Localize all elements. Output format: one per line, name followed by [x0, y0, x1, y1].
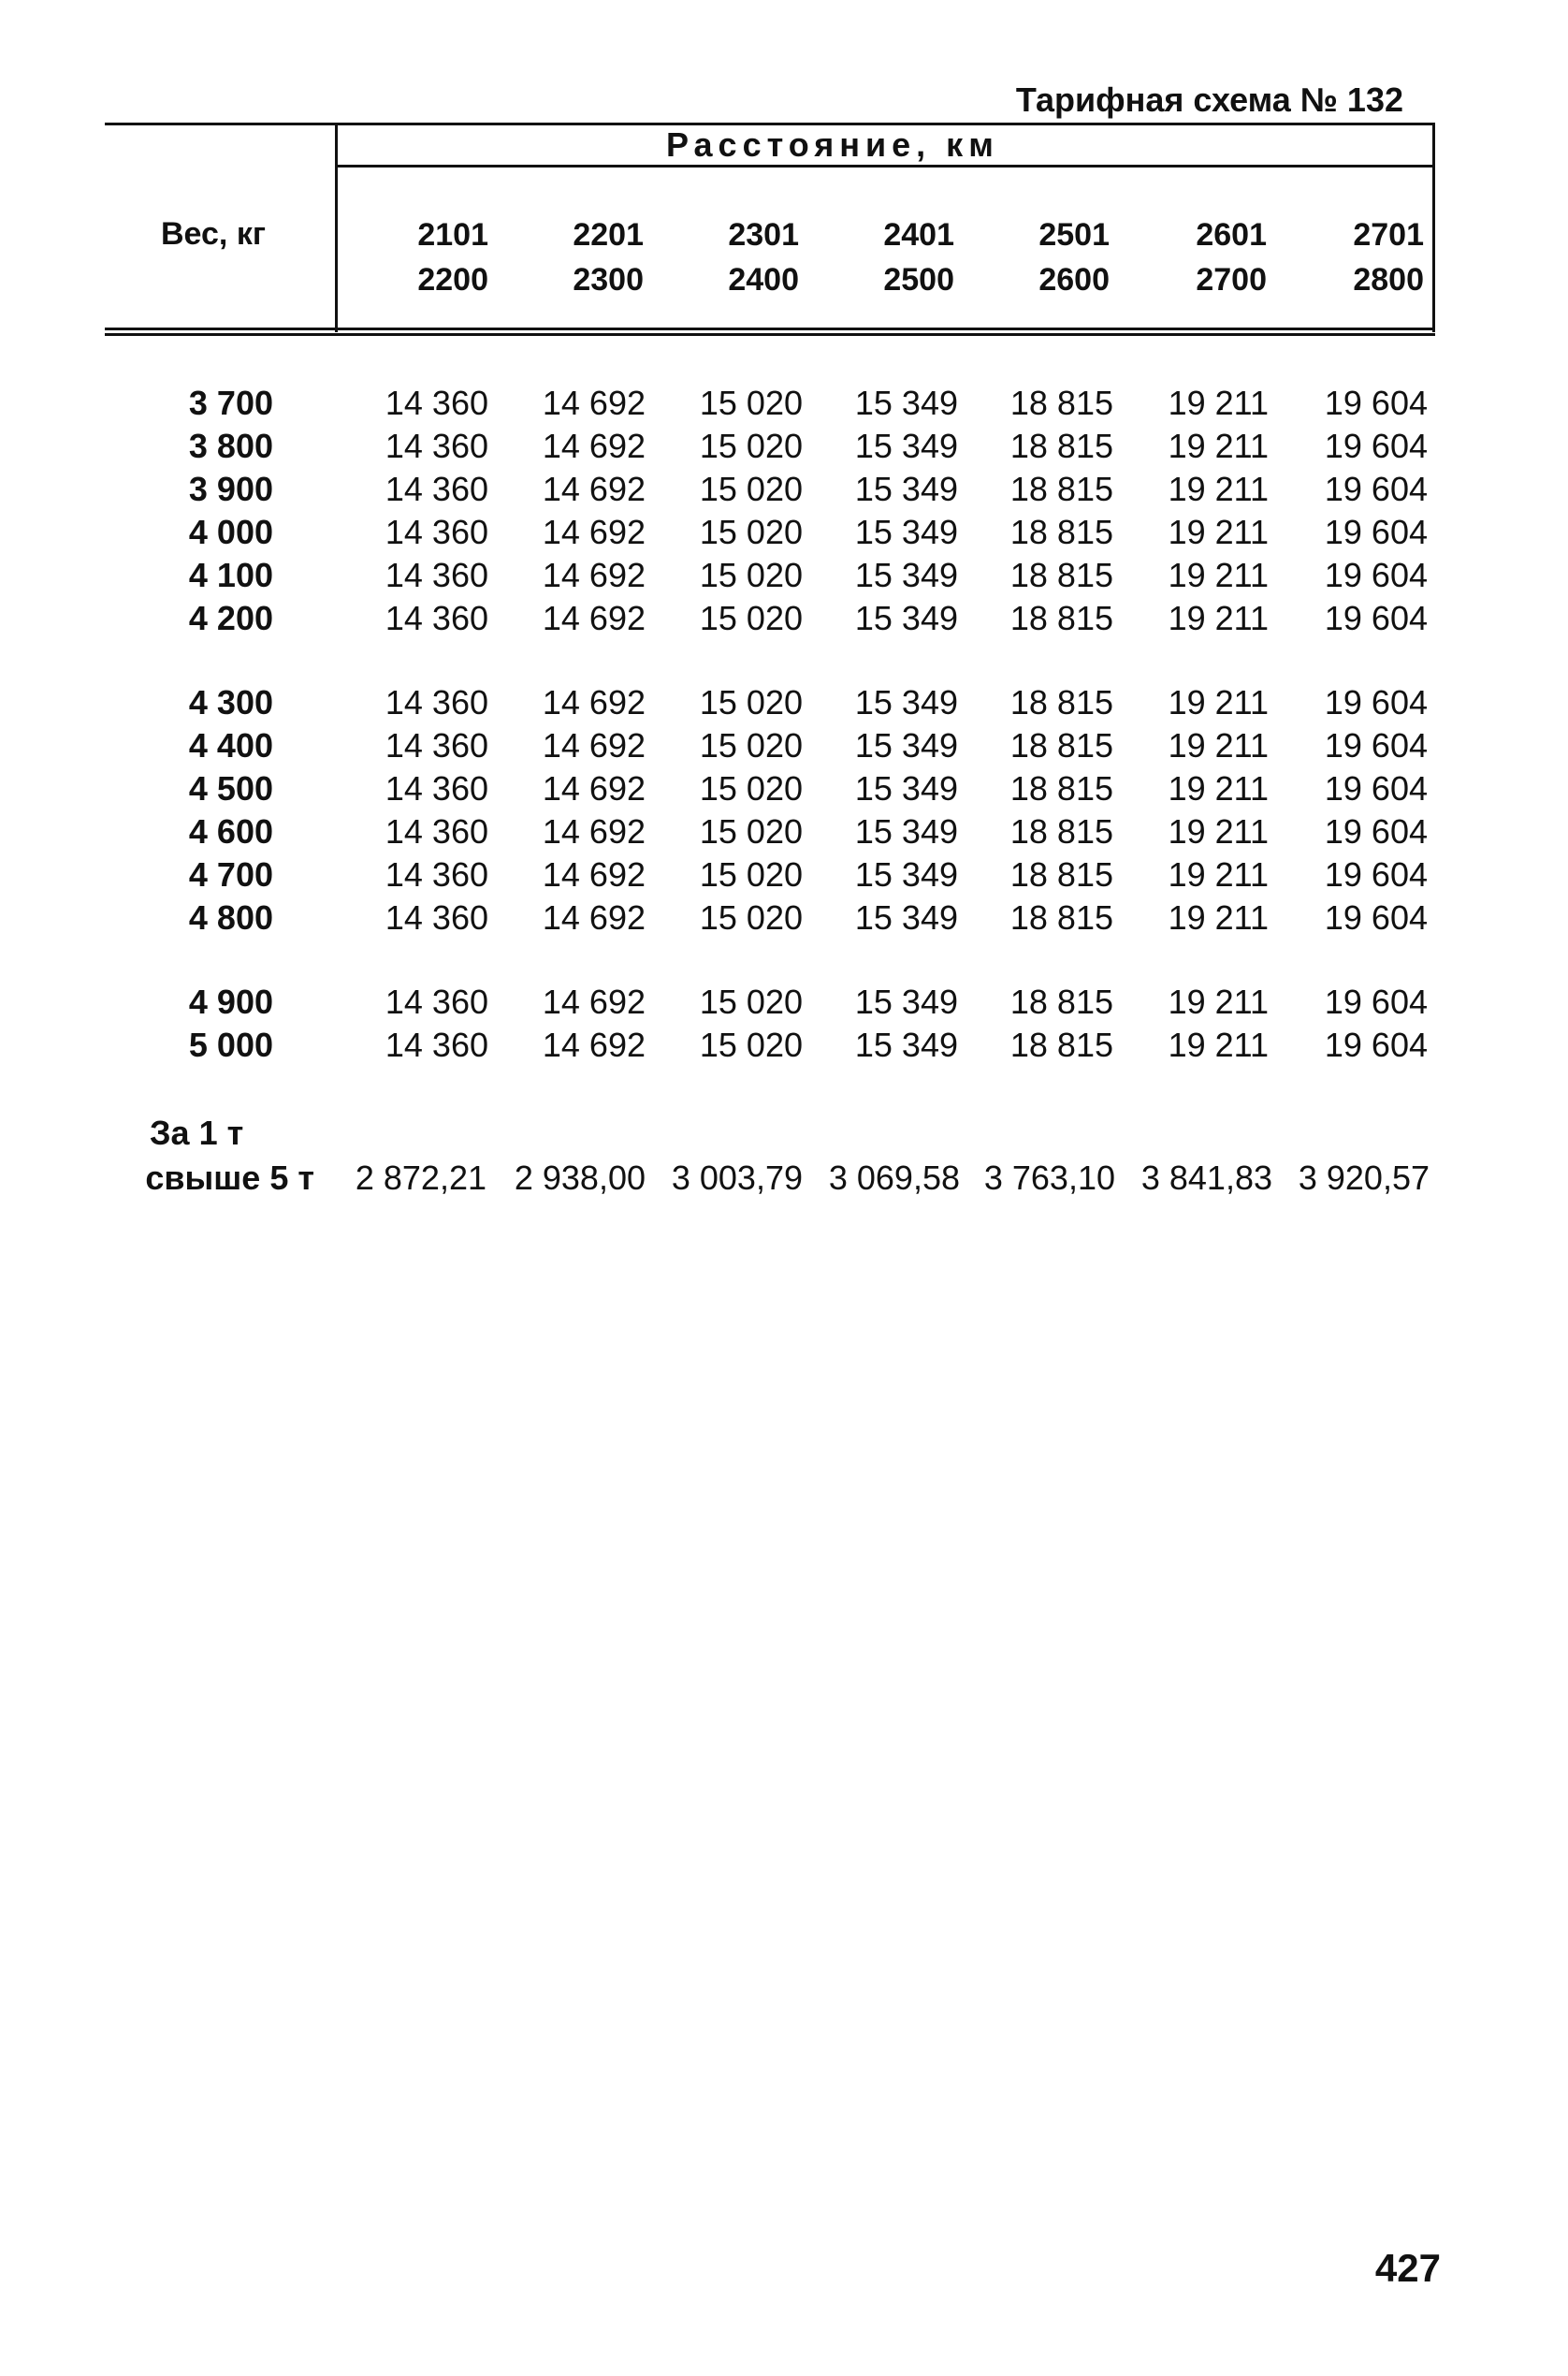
row-value: 14 360	[385, 513, 488, 551]
row-value: 18 815	[1009, 812, 1113, 851]
row-value: 15 349	[854, 384, 958, 422]
row-value: 14 360	[385, 427, 488, 465]
header-bottom-rule-double	[105, 333, 1435, 336]
range-header	[659, 212, 799, 302]
row-value: 18 815	[1009, 855, 1113, 894]
row-value: 18 815	[1009, 1026, 1113, 1064]
row-value: 14 360	[385, 769, 488, 808]
row-value: 19 604	[1324, 898, 1428, 937]
per-ton-value: 2 872,21	[355, 1159, 486, 1197]
row-value: 15 349	[854, 1026, 958, 1064]
row-value: 14 692	[542, 556, 646, 594]
row-value: 15 020	[699, 855, 803, 894]
row-value: 19 211	[1168, 1026, 1269, 1064]
row-value: 14 692	[542, 1026, 646, 1064]
row-value: 15 349	[854, 427, 958, 465]
row-value: 15 020	[699, 427, 803, 465]
row-value: 14 360	[385, 898, 488, 937]
range-header	[1126, 212, 1267, 302]
range-to: 2300	[573, 262, 644, 298]
row-value: 14 360	[385, 683, 488, 722]
range-from: 2701	[1353, 217, 1424, 253]
range-to: 2800	[1353, 262, 1424, 298]
per-ton-label-line1: За 1 т	[150, 1114, 244, 1152]
row-value: 14 692	[542, 513, 646, 551]
row-value: 14 692	[542, 898, 646, 937]
row-value: 19 211	[1168, 513, 1269, 551]
row-value: 19 604	[1324, 683, 1428, 722]
row-value: 15 349	[854, 683, 958, 722]
scheme-title: Тарифная схема № 132	[1015, 80, 1403, 119]
range-to: 2600	[1038, 262, 1110, 298]
row-value: 14 360	[385, 726, 488, 765]
weight-label: Вес, кг	[161, 216, 266, 252]
row-value: 15 349	[854, 983, 958, 1021]
row-value: 14 692	[542, 427, 646, 465]
per-ton-value: 3 763,10	[983, 1159, 1115, 1197]
range-header	[503, 212, 644, 302]
row-weight: 4 000	[188, 513, 273, 551]
row-value: 15 020	[699, 513, 803, 551]
distance-label: Расстояние, км	[666, 125, 999, 164]
row-value: 15 349	[854, 726, 958, 765]
row-value: 19 604	[1324, 855, 1428, 894]
row-value: 14 692	[542, 384, 646, 422]
range-to: 2500	[883, 262, 954, 298]
row-value: 14 360	[385, 855, 488, 894]
row-value: 18 815	[1009, 384, 1113, 422]
row-value: 15 020	[699, 384, 803, 422]
row-value: 19 211	[1168, 427, 1269, 465]
row-weight: 3 900	[188, 470, 273, 508]
header-bottom-rule	[105, 328, 1435, 330]
range-from: 2401	[883, 217, 954, 253]
row-value: 19 604	[1324, 384, 1428, 422]
row-value: 15 020	[699, 898, 803, 937]
row-value: 19 604	[1324, 1026, 1428, 1064]
row-value: 15 349	[854, 769, 958, 808]
header-right-border	[1432, 123, 1435, 332]
header-mid-rule	[335, 165, 1435, 168]
row-weight: 4 500	[188, 769, 273, 808]
row-value: 14 360	[385, 556, 488, 594]
row-value: 19 211	[1168, 384, 1269, 422]
row-value: 15 020	[699, 470, 803, 508]
row-value: 15 349	[854, 898, 958, 937]
row-value: 15 020	[699, 683, 803, 722]
row-value: 18 815	[1009, 599, 1113, 637]
row-value: 14 692	[542, 812, 646, 851]
per-ton-value: 2 938,00	[514, 1159, 646, 1197]
row-value: 15 020	[699, 556, 803, 594]
row-value: 19 211	[1168, 556, 1269, 594]
row-value: 18 815	[1009, 683, 1113, 722]
per-ton-label-line2: свыше 5 т	[145, 1159, 314, 1197]
row-value: 19 604	[1324, 599, 1428, 637]
row-weight: 3 800	[188, 427, 273, 465]
row-value: 14 692	[542, 769, 646, 808]
row-value: 14 692	[542, 599, 646, 637]
range-to: 2400	[728, 262, 799, 298]
row-value: 19 604	[1324, 769, 1428, 808]
row-value: 19 211	[1168, 726, 1269, 765]
range-from: 2501	[1038, 217, 1110, 253]
row-value: 14 692	[542, 726, 646, 765]
row-value: 14 360	[385, 470, 488, 508]
range-from: 2101	[417, 217, 488, 253]
row-value: 15 349	[854, 470, 958, 508]
range-from: 2301	[728, 217, 799, 253]
row-weight: 4 900	[188, 983, 273, 1021]
row-value: 14 692	[542, 470, 646, 508]
row-weight: 5 000	[188, 1026, 273, 1064]
row-value: 14 360	[385, 599, 488, 637]
row-value: 19 211	[1168, 683, 1269, 722]
range-header	[1284, 212, 1424, 302]
row-weight: 4 100	[188, 556, 273, 594]
row-value: 19 211	[1168, 769, 1269, 808]
row-value: 19 604	[1324, 556, 1428, 594]
per-ton-value: 3 003,79	[671, 1159, 803, 1197]
row-weight: 4 200	[188, 599, 273, 637]
range-header	[969, 212, 1110, 302]
row-value: 19 211	[1168, 898, 1269, 937]
per-ton-value: 3 841,83	[1140, 1159, 1272, 1197]
row-value: 14 692	[542, 683, 646, 722]
row-value: 15 349	[854, 599, 958, 637]
row-value: 14 360	[385, 983, 488, 1021]
row-value: 18 815	[1009, 983, 1113, 1021]
row-value: 14 692	[542, 855, 646, 894]
header-divider	[335, 123, 338, 332]
row-value: 15 349	[854, 855, 958, 894]
row-weight: 4 600	[188, 812, 273, 851]
row-value: 15 020	[699, 726, 803, 765]
row-value: 15 020	[699, 983, 803, 1021]
row-value: 14 360	[385, 812, 488, 851]
row-value: 19 211	[1168, 599, 1269, 637]
range-header	[348, 212, 488, 302]
row-value: 18 815	[1009, 898, 1113, 937]
row-value: 18 815	[1009, 427, 1113, 465]
row-value: 15 020	[699, 599, 803, 637]
row-value: 15 020	[699, 1026, 803, 1064]
row-value: 18 815	[1009, 470, 1113, 508]
table-header	[105, 123, 1435, 336]
row-weight: 3 700	[188, 384, 273, 422]
range-to: 2200	[417, 262, 488, 298]
row-weight: 4 400	[188, 726, 273, 765]
row-value: 14 360	[385, 384, 488, 422]
row-weight: 4 300	[188, 683, 273, 722]
row-value: 19 604	[1324, 983, 1428, 1021]
page-number: 427	[1374, 2246, 1441, 2290]
row-weight: 4 800	[188, 898, 273, 937]
row-value: 19 211	[1168, 983, 1269, 1021]
row-weight: 4 700	[188, 855, 273, 894]
per-ton-value: 3 069,58	[828, 1159, 960, 1197]
row-value: 15 349	[854, 556, 958, 594]
row-value: 19 604	[1324, 726, 1428, 765]
row-value: 19 604	[1324, 427, 1428, 465]
row-value: 14 692	[542, 983, 646, 1021]
row-value: 15 349	[854, 812, 958, 851]
row-value: 18 815	[1009, 726, 1113, 765]
row-value: 14 360	[385, 1026, 488, 1064]
row-value: 19 211	[1168, 470, 1269, 508]
row-value: 15 349	[854, 513, 958, 551]
range-to: 2700	[1196, 262, 1267, 298]
row-value: 19 211	[1168, 812, 1269, 851]
per-ton-value: 3 920,57	[1298, 1159, 1430, 1197]
range-header	[814, 212, 954, 302]
row-value: 18 815	[1009, 556, 1113, 594]
row-value: 19 604	[1324, 470, 1428, 508]
row-value: 18 815	[1009, 769, 1113, 808]
range-from: 2601	[1196, 217, 1267, 253]
row-value: 15 020	[699, 812, 803, 851]
row-value: 19 604	[1324, 513, 1428, 551]
row-value: 19 211	[1168, 855, 1269, 894]
row-value: 19 604	[1324, 812, 1428, 851]
row-value: 18 815	[1009, 513, 1113, 551]
range-from: 2201	[573, 217, 644, 253]
row-value: 15 020	[699, 769, 803, 808]
